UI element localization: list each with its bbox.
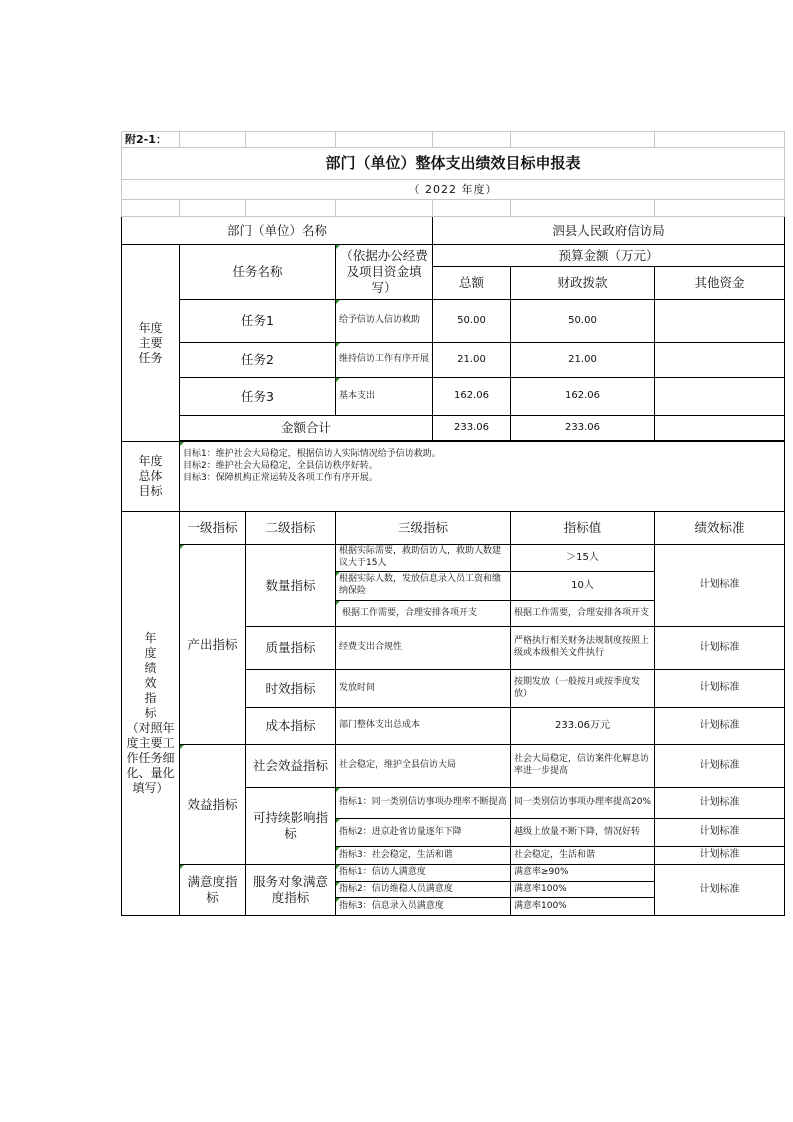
task-row <box>122 300 785 343</box>
timeliness-indicator-label: 时效指标 <box>246 670 336 708</box>
sum-total: 233.06 <box>433 416 511 441</box>
cost-indicator-label: 成本指标 <box>246 708 336 745</box>
sustain-value: 越级上放量不断下降，情况好转 <box>511 819 655 847</box>
task-fiscal: 162.06 <box>511 378 655 416</box>
performance-label: 年 度 绩 效 指 标 （对照年度主要工作任务细化、量化填写） <box>122 512 180 916</box>
sustain-value: 社会稳定，生活和谐 <box>511 847 655 865</box>
task-fiscal: 21.00 <box>511 343 655 378</box>
task-basis: 维持信访工作有序开展 <box>336 343 433 378</box>
benefit-indicator-label: 效益指标 <box>180 745 246 865</box>
sustain-indicator-label: 可持续影响指标 <box>246 788 336 865</box>
total-header: 总额 <box>433 267 511 300</box>
goal-line: 目标1：维护社会大局稳定，根据信访人实际情况给予信访救助。 <box>183 449 441 459</box>
task-name-header: 任务名称 <box>180 245 336 300</box>
form-table <box>121 131 785 916</box>
task-other <box>655 300 785 343</box>
quantity-item: 根据工作需要，合理安排各项开支 <box>336 601 511 627</box>
social-benefit-item: 社会稳定，维护全县信访大局 <box>336 745 511 788</box>
timeliness-value: 按期发放（一般按月或按季度发放） <box>511 670 655 708</box>
task-name: 任务3 <box>180 378 336 416</box>
quality-indicator-label: 质量指标 <box>246 627 336 670</box>
goal-line: 目标3：保障机构正常运转及各项工作有序开展。 <box>183 473 378 484</box>
sustain-item: 指标2：进京赴省访量逐年下降 <box>336 819 511 847</box>
task-total: 50.00 <box>433 300 511 343</box>
cost-item: 部门整体支出总成本 <box>336 708 511 745</box>
sum-label: 金额合计 <box>180 416 433 441</box>
task-name: 任务1 <box>180 300 336 343</box>
performance-form-sheet <box>121 131 784 916</box>
timeliness-standard: 计划标准 <box>655 670 785 708</box>
sustain-standard: 计划标准 <box>655 819 785 847</box>
quality-standard: 计划标准 <box>655 627 785 670</box>
value-header: 指标值 <box>511 512 655 545</box>
quantity-value: ＞15人 <box>511 545 655 572</box>
satisfaction-item: 指标1：信访人满意度 <box>336 865 511 882</box>
cost-standard: 计划标准 <box>655 708 785 745</box>
satisfaction-value: 满意率100% <box>511 882 655 898</box>
satisfaction-item: 指标3：信息录入员满意度 <box>336 898 511 916</box>
sum-fiscal: 233.06 <box>511 416 655 441</box>
level3-header: 三级指标 <box>336 512 511 545</box>
other-header: 其他资金 <box>655 267 785 300</box>
sum-other <box>655 416 785 441</box>
fiscal-year: （ 2022 年度） <box>122 180 785 200</box>
quality-value: 严格执行相关财务法规制度按照上级或本级相关文件执行 <box>511 627 655 670</box>
budget-header: 预算金额（万元） <box>433 245 785 267</box>
task-basis: 基本支出 <box>336 378 433 416</box>
dept-value: 泗县人民政府信访局 <box>433 217 785 245</box>
form-title: 部门（单位）整体支出绩效目标申报表 <box>122 148 785 180</box>
service-satisfaction-label: 服务对象满意度指标 <box>246 865 336 916</box>
task-row <box>122 343 785 378</box>
task-other <box>655 343 785 378</box>
overall-goals-text <box>180 442 785 512</box>
quantity-standard: 计划标准 <box>655 545 785 627</box>
annual-tasks-label: 年度 主要 任务 <box>122 245 180 442</box>
quantity-value: 根据工作需要，合理安排各项开支 <box>511 601 655 627</box>
quantity-value: 10人 <box>511 572 655 601</box>
task-other <box>655 378 785 416</box>
task-basis: 给予信访人信访救助 <box>336 300 433 343</box>
social-benefit-standard: 计划标准 <box>655 745 785 788</box>
level1-header: 一级指标 <box>180 512 246 545</box>
timeliness-item: 发放时间 <box>336 670 511 708</box>
sustain-item: 指标3：社会稳定，生活和谐 <box>336 847 511 865</box>
standard-header: 绩效标准 <box>655 512 785 545</box>
level2-header: 二级指标 <box>246 512 336 545</box>
task-total: 162.06 <box>433 378 511 416</box>
task-fiscal: 50.00 <box>511 300 655 343</box>
quality-item: 经费支出合规性 <box>336 627 511 670</box>
social-benefit-label: 社会效益指标 <box>246 745 336 788</box>
goal-line: 目标2：维护社会大局稳定，全县信访秩序好转。 <box>183 461 378 472</box>
basis-header: （依据办公经费及项目资金填写） <box>336 245 433 300</box>
satisfaction-value: 满意率≥90% <box>511 865 655 882</box>
dept-label: 部门（单位）名称 <box>122 217 433 245</box>
satisfaction-item: 指标2：信访维稳人员满意度 <box>336 882 511 898</box>
task-row <box>122 378 785 416</box>
sustain-standard: 计划标准 <box>655 788 785 819</box>
sustain-standard: 计划标准 <box>655 847 785 865</box>
sustain-value: 同一类别信访事项办理率提高20% <box>511 788 655 819</box>
satisfaction-standard: 计划标准 <box>655 865 785 916</box>
output-indicator-label: 产出指标 <box>180 545 246 745</box>
fiscal-header: 财政拨款 <box>511 267 655 300</box>
task-name: 任务2 <box>180 343 336 378</box>
satisfaction-value: 满意率100% <box>511 898 655 916</box>
quantity-item: 根据实际需要，救助信访人，救助人数建议大于15人 <box>336 545 511 572</box>
social-benefit-value: 社会大局稳定，信访案件化解息访率进一步提高 <box>511 745 655 788</box>
attachment-label: 附2-1： <box>122 132 180 148</box>
cost-value: 233.06万元 <box>511 708 655 745</box>
satisfaction-indicator-label: 满意度指标 <box>180 865 246 916</box>
task-total: 21.00 <box>433 343 511 378</box>
quantity-item: 根据实际人数，发放信息录入员工资和缴纳保险 <box>336 572 511 601</box>
quantity-indicator-label: 数量指标 <box>246 545 336 627</box>
sum-row <box>122 416 785 441</box>
sustain-item: 指标1：同一类别信访事项办理率不断提高 <box>336 788 511 819</box>
overall-goals-label: 年度 总体 目标 <box>122 442 180 512</box>
